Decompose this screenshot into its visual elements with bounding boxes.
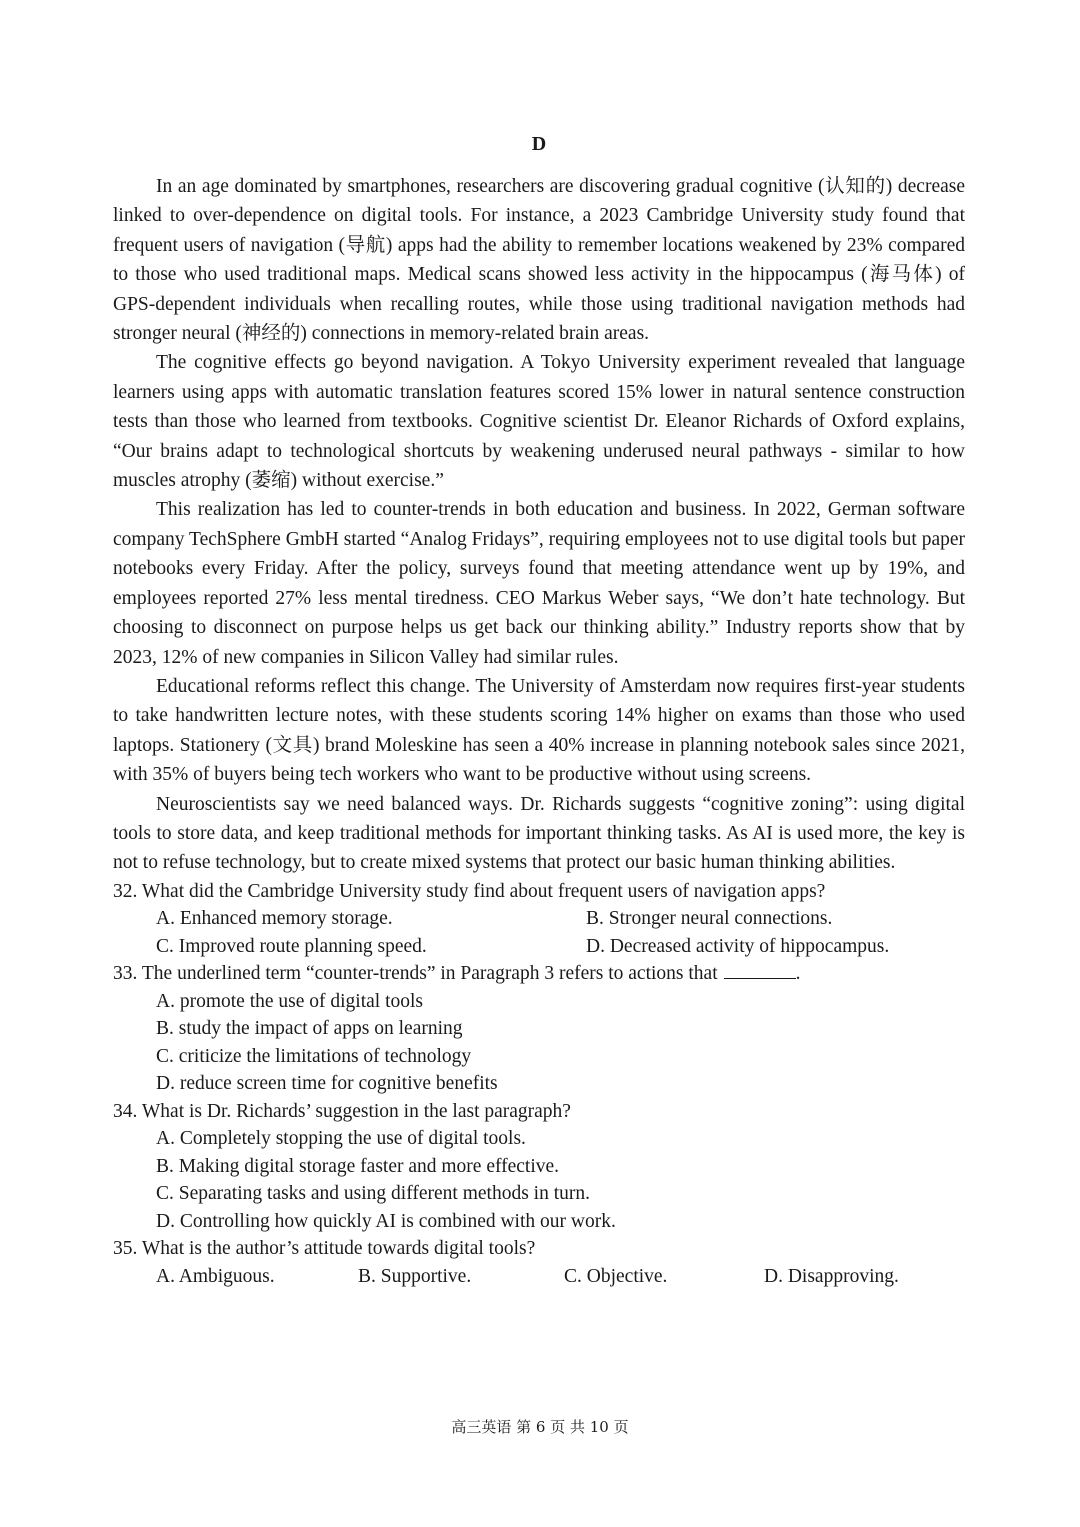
exam-page <box>113 130 965 1290</box>
question-stem: 33. The underlined term “counter-trends” in Paragraph 3 refers to actions that <box>113 963 718 985</box>
question-35 <box>113 1235 965 1290</box>
option-d: D. Decreased activity of hippocampus. <box>586 935 890 957</box>
question-stem-line <box>113 960 965 988</box>
question-34 <box>113 1098 965 1236</box>
option-b: B. study the impact of apps on learning <box>156 1018 463 1040</box>
option-d: D. reduce screen time for cognitive benefits <box>156 1073 498 1095</box>
option-a: A. promote the use of digital tools <box>156 990 424 1012</box>
page-footer: 高三英语 第 6 页 共 10 页 <box>451 1418 629 1436</box>
passage-paragraph-2: The cognitive effects go beyond navigation. A Tokyo University experiment revealed that language learners using apps with automatic translation features scored 15% lower in natural sentence construction tests than those who learned from textbooks. Cognitive scientist Dr. Eleanor Richards of Oxford explains, “Our brains adapt to technological shortcuts by weakening underused neural pathways - similar to how muscles atrophy (萎缩) without exercise.” <box>113 352 965 492</box>
question-options <box>113 1263 965 1291</box>
option-d: D. Controlling how quickly AI is combined with our work. <box>156 1210 616 1232</box>
question-32 <box>113 878 965 961</box>
option-d: D. Disapproving. <box>764 1265 899 1287</box>
question-33 <box>113 960 965 1098</box>
passage-paragraph-1: In an age dominated by smartphones, researchers are discovering gradual cognitive (认知的) decrease linked to over-dependence on digital tools. For instance, a 2023 Cambridge University study found that frequent users of navigation (导航) apps had the ability to remember locations weakened by 23% compared to those who used traditional maps. Medical scans showed less activity in the hippocampus (海马体) of GPS-dependent individuals when recalling routes, while those using traditional navigation methods had stronger neural (神经的) connections in memory-related brain areas. <box>113 176 965 345</box>
option-c: C. Objective. <box>564 1265 668 1287</box>
option-b: B. Stronger neural connections. <box>586 908 833 930</box>
passage-paragraph-4: Educational reforms reflect this change. The University of Amsterdam now requires first-year students to take handwritten lecture notes, with these students scoring 14% higher on exams than those who used laptops. Stationery (文具) brand Moleskine has seen a 40% increase in planning notebook sales since 2021, with 35% of buyers being tech workers who want to be productive without using screens. <box>113 675 965 786</box>
option-b: B. Supportive. <box>358 1265 472 1287</box>
passage-paragraph-5: Neuroscientists say we need balanced ways. Dr. Richards suggests “cognitive zoning”: using digital tools to store data, and keep traditional methods for important thinking tasks. As AI is used more, the key is not to refuse technology, but to create mixed systems that protect our basic human thinking abilities. <box>113 793 965 874</box>
option-b: B. Making digital storage faster and more effective. <box>156 1155 560 1177</box>
option-c: C. Improved route planning speed. <box>156 935 427 957</box>
option-c: C. Separating tasks and using different methods in turn. <box>156 1183 590 1205</box>
question-stem: 34. What is Dr. Richards’ suggestion in the last paragraph? <box>113 1100 571 1122</box>
option-c: C. criticize the limitations of technology <box>156 1045 472 1067</box>
answer-blank <box>724 960 796 979</box>
section-title: D <box>531 133 547 155</box>
question-options <box>113 1125 965 1235</box>
question-stem: 32. What did the Cambridge University study find about frequent users of navigation apps? <box>113 880 826 902</box>
option-a: A. Completely stopping the use of digital tools. <box>156 1128 526 1150</box>
option-a: A. Enhanced memory storage. <box>156 908 393 930</box>
option-a: A. Ambiguous. <box>156 1265 275 1287</box>
question-options <box>113 905 965 960</box>
passage-paragraph-3: This realization has led to counter-trends in both education and business. In 2022, German software company TechSphere GmbH started “Analog Fridays”, requiring employees not to use digital tools but paper notebooks every Friday. After the policy, surveys found that meeting attendance went up by 19%, and employees reported 27% less mental tiredness. CEO Markus Weber says, “We don’t hate technology. But choosing to disconnect on purpose helps us get back our thinking ability.” Industry reports show that by 2023, 12% of new companies in Silicon Valley had similar rules. <box>113 499 965 668</box>
question-options <box>113 988 965 1098</box>
question-stem-end: . <box>795 963 801 985</box>
reading-passage <box>113 172 965 878</box>
question-stem: 35. What is the author’s attitude towards digital tools? <box>113 1238 536 1260</box>
